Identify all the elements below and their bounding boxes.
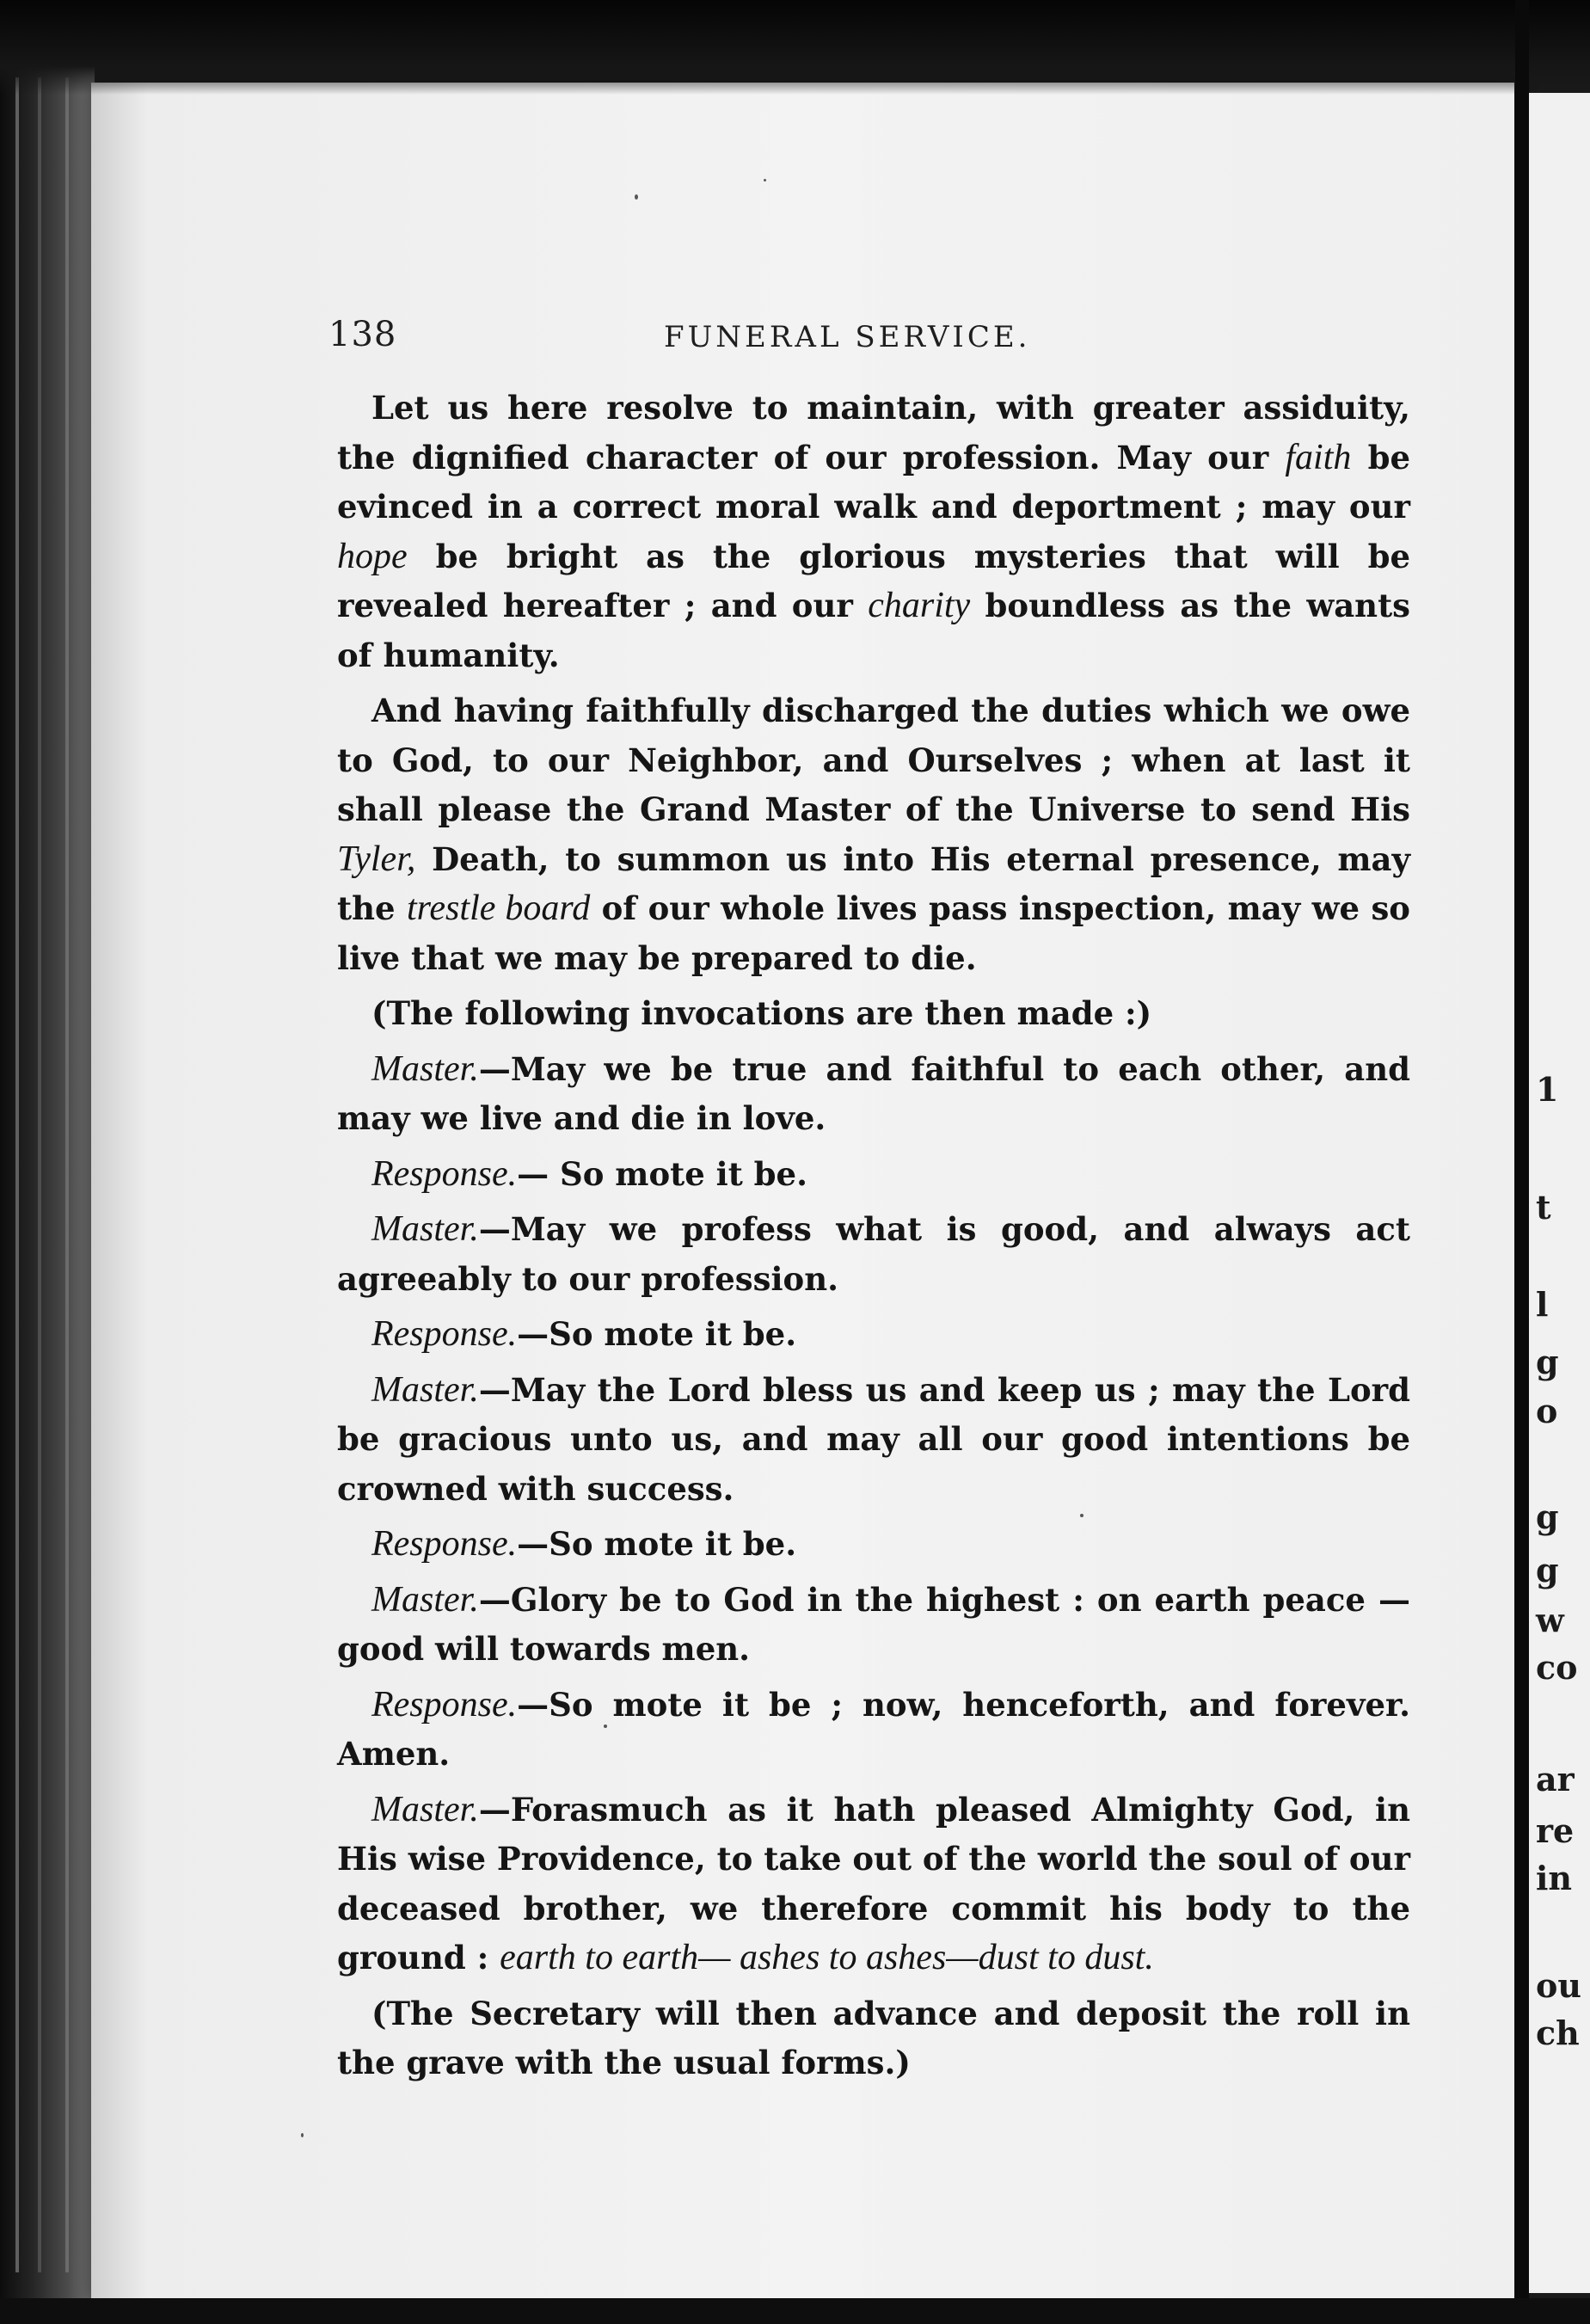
- italic-text: Response.: [371, 1314, 518, 1354]
- running-head: FUNERAL SERVICE.: [664, 320, 1031, 354]
- book-gutter: [0, 0, 95, 2324]
- italic-text: Response.: [371, 1153, 518, 1194]
- facing-page-fragment: ou: [1536, 1966, 1581, 2005]
- italic-text: Master.: [371, 1209, 479, 1249]
- text-run: boundless as the wants of humanity.: [337, 587, 1411, 674]
- text-run: —May the Lord bless us and keep us ; may the Lord be gracious unto us, and may all our good intentions be crowned with success.: [337, 1370, 1410, 1508]
- facing-page-fragment: l: [1536, 1285, 1549, 1324]
- text-run: (The following invocations are then made :): [371, 994, 1152, 1032]
- page-edge: [1515, 0, 1529, 2324]
- italic-text: Master.: [371, 1369, 479, 1410]
- italic-text: Tyler,: [337, 839, 416, 879]
- paragraph-master-1: [337, 1045, 1410, 1144]
- paragraph-secretary: [337, 1989, 1410, 2088]
- italic-text: Master.: [371, 1579, 479, 1620]
- italic-text: trestle board: [406, 888, 591, 928]
- italic-text: Response.: [371, 1524, 518, 1564]
- paragraph-master-2: [337, 1205, 1410, 1304]
- paragraph-duties: [337, 686, 1410, 983]
- gutter-stripe: [65, 77, 69, 2272]
- text-run: —May we be true and faithful to each other, and may we live and die in love.: [337, 1049, 1410, 1137]
- gutter-stripe: [38, 77, 41, 2272]
- text-run: —May we profess what is good, and always act agreeably to our profession.: [337, 1210, 1410, 1298]
- bottom-shade: [0, 2298, 1590, 2324]
- paragraph-invocations-intro: [337, 989, 1410, 1039]
- text-run: —Glory be to God in the highest : on earth peace —good will towards men.: [337, 1580, 1410, 1668]
- text-run: Let us here resolve to maintain, with greater assiduity, the dignified character of our profession. May our: [337, 389, 1410, 476]
- facing-page-fragment: 1: [1536, 1070, 1559, 1109]
- text-run: —So mote it be.: [517, 1525, 797, 1563]
- text-run: of our whole lives pass inspection, may we so live that we may be prepared to die.: [337, 889, 1410, 977]
- text-run: —Forasmuch as it hath pleased Almighty God, in His wise Providence, to take out of the world the soul of our deceased brother, we therefore commit his body to the ground :: [337, 1790, 1410, 1977]
- text-run: Death, to summon us into His eternal presence, may the: [337, 839, 1410, 927]
- text-run: —So mote it be ; now, henceforth, and forever. Amen.: [337, 1685, 1410, 1773]
- paragraph-response-2: [337, 1310, 1410, 1360]
- facing-page-fragment: ch: [1536, 2014, 1580, 2052]
- paragraph-resolve: [337, 384, 1410, 680]
- facing-page-fragment: g: [1536, 1551, 1559, 1589]
- italic-text: Master.: [371, 1789, 479, 1829]
- paragraph-response-1: [337, 1150, 1410, 1200]
- facing-page-fragment: o: [1536, 1392, 1558, 1430]
- italic-text: hope: [337, 536, 408, 576]
- paragraph-master-4: [337, 1576, 1410, 1675]
- text-run: be evinced in a correct moral walk and deportment ; may our: [337, 438, 1410, 526]
- italic-text: Response.: [371, 1684, 518, 1725]
- paragraph-master-5: [337, 1786, 1410, 1983]
- gutter-stripe: [15, 77, 19, 2272]
- paragraph-response-4: [337, 1681, 1410, 1780]
- paragraph-response-3: [337, 1520, 1410, 1570]
- facing-page: [1529, 93, 1590, 2293]
- facing-page-fragment: t: [1536, 1188, 1551, 1227]
- facing-page-fragment: re: [1536, 1811, 1575, 1850]
- facing-page-fragment: g: [1536, 1343, 1559, 1381]
- italic-text: charity: [868, 586, 971, 625]
- text-run: —So mote it be.: [517, 1315, 797, 1353]
- body-text: [337, 384, 1410, 2094]
- text-run: be bright as the glorious mysteries that will be revealed hereafter ; and our: [337, 537, 1410, 624]
- text-run: And having faithfully discharged the duties which we owe to God, to our Neighbor, and Ourselves ; when at last it shall please the Grand Master of the Universe to send His: [337, 692, 1410, 828]
- paragraph-master-3: [337, 1366, 1410, 1515]
- italic-text: earth to earth— ashes to ashes—dust to dust.: [500, 1938, 1154, 1977]
- page-header: [328, 315, 1446, 366]
- facing-page-fragment: ar: [1536, 1760, 1575, 1798]
- top-shadow: [0, 0, 1590, 95]
- facing-page-fragment: w: [1536, 1601, 1564, 1639]
- italic-text: faith: [1285, 437, 1352, 477]
- text-run: — So mote it be.: [517, 1154, 807, 1193]
- facing-page-fragment: co: [1536, 1648, 1578, 1687]
- text-run: (The Secretary will then advance and deposit the roll in the grave with the usual forms.): [337, 1994, 1410, 2081]
- facing-page-fragment: g: [1536, 1497, 1559, 1536]
- page-number: 138: [328, 315, 397, 354]
- facing-page-fragment: in: [1536, 1859, 1573, 1897]
- italic-text: Master.: [371, 1048, 479, 1089]
